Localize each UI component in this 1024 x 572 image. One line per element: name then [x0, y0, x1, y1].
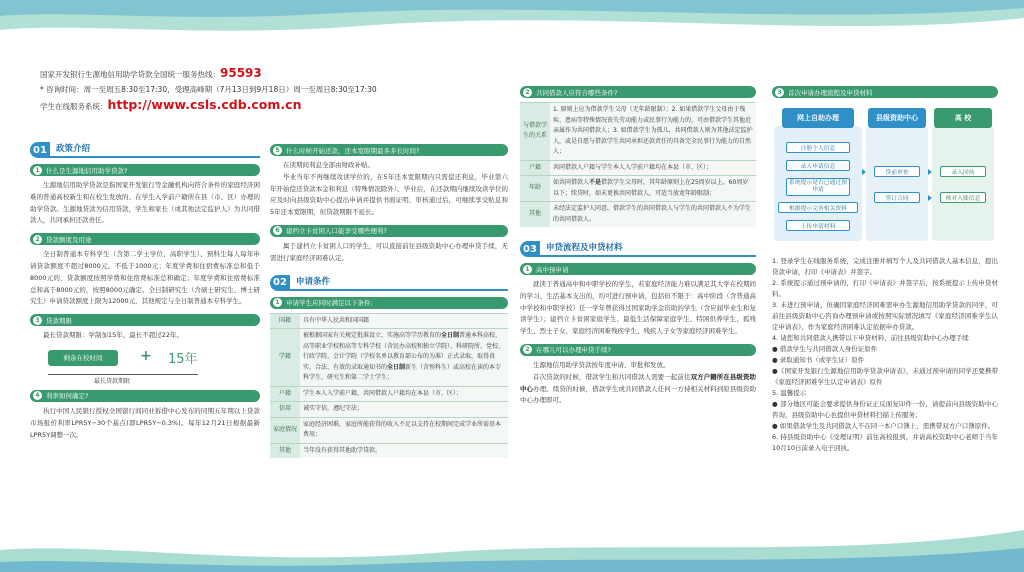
question-loan-amount: 2 贷款额度及用途 — [30, 233, 260, 245]
answer-repayment-1: 在读期间利息全部由财政补贴。 — [283, 161, 374, 169]
application-steps — [772, 256, 998, 454]
county-column-header: 县级资助中心 — [868, 108, 926, 128]
website-url[interactable]: http://www.csls.cdb.com.cn — [107, 97, 302, 112]
hotline-label: 国家开发银行生源地信用助学贷款全国统一服务热线： — [40, 70, 220, 79]
step-enter-application: 录入申请信息 — [786, 160, 850, 171]
student-conditions-table — [270, 313, 508, 459]
section-number: 03 — [520, 241, 540, 257]
answer-repayment-2: 毕业当年不再继续攻读学位的，在5年还本宽限期内只需偿还利息，毕业第六年开始偿还贷款本金和利息（特殊情况除外）。毕业后，在还款期内继续攻读学位的应及时向县级资助中心提出申请并提供书面证明，审核通过后，可继续享受贴息和5年还本宽限期，但贷款期限不延长。 — [270, 172, 508, 217]
table-row: 其他 未经法定监护人同意，借款学生的共同借款人与学生的共同借款人不为学生的共同借款人。 — [520, 202, 756, 228]
school-column — [932, 126, 994, 241]
arrow-right-icon — [862, 169, 866, 175]
arrow-right-icon — [928, 195, 932, 201]
application-flowchart — [772, 104, 998, 254]
question-where-to-apply: 2 在哪儿可以办理申贷手续? — [520, 344, 756, 356]
step-complete-materials: 根据提示完善相关资料 — [778, 202, 858, 213]
answer-interest-rate: 执行中国人民银行授权全国银行间同业拆借中心发布的同期五年期以上贷款市场报价利率LPR5Y−30个基点(即LPR5Y−0.3%)。每年12月21日根据最新LPR5Y调整一次。 — [30, 406, 260, 439]
table-row: 年龄 如共同借款人不是借款学生父母时，其年龄原则上在25周岁以上、60周岁以下；续贷时，如未更换共同借款人，可适当放宽年龄限制； — [520, 176, 756, 202]
step-text: ● 部分地区可能会要求提供身份证正反面复印件一份，请提前向县级资助中心咨询，县级资助中心也提供申贷材料扫描上传服务； — [772, 400, 998, 419]
max-term-caption: 最长贷款期限 — [94, 377, 131, 385]
table-row: 国籍 具有中华人民共和国国籍 — [270, 313, 508, 329]
step-text: 4. 请您和共同借款人携带以下申贷材料，前往县级资助中心办理手续 — [772, 334, 969, 342]
section-process-header — [520, 241, 756, 257]
table-row: 学籍 被根据国家有关规定批准设立、实施高等学历教育的全日制普通本科高校、高等职业学校和高等专科学校（含民办高校和独立学院）、科研院所、党校、行政学院、会计学院（学校名单以教育部公布的为准）正式录取，取得真实、合法、有效的录取通知书的全日制新生（含预科生）或高校在读的本专科学生、研究生和第二学士学生； — [270, 329, 508, 387]
table-row: 户籍 学生本人入学前户籍，共同借款人户籍均在本县（市、区）； — [270, 386, 508, 402]
loan-term-diagram — [40, 347, 240, 385]
remaining-school-time-pill: 剩余在校时间 — [48, 350, 118, 366]
co-borrower-table — [520, 102, 756, 227]
section-title: 政策介绍 — [50, 142, 260, 158]
step-verify-account: 核对入账信息 — [940, 192, 986, 203]
step-text: ●《国家开发银行生源地信用助学贷款申请表》，未通过预申请的同学还要携带《家庭经济困难学生认定申请表》原件 — [772, 367, 998, 386]
county-column — [866, 126, 928, 241]
step-sign-contract: 签订合同 — [874, 192, 920, 203]
step-text: 1. 登录学生在线服务系统，完成注册并填写个人及共同借款人基本信息，提出贷款申请，打印《申请表》并签字。 — [772, 257, 998, 276]
top-wave-decoration — [0, 0, 1024, 70]
step-text: ● 如果借款学生及共同借款人不在同一本户口簿上，需携带双方户口簿原件。 — [772, 422, 995, 430]
step-pre-loan-review: 贷前审查 — [874, 166, 920, 177]
term-line — [48, 374, 198, 375]
table-row: 家庭情况 家庭经济困难，家庭所能获得的收入不足以支持在校期间完成学业所需基本费用； — [270, 417, 508, 443]
question-first-application: 3 首次申请办理流程及申贷材料 — [772, 86, 998, 98]
table-row: 户籍 共同借款人户籍与学生本人入学前户籍均在本县（市、区）； — [520, 160, 756, 176]
service-hours: * 咨询时间：周一至周五8:30至17:30，受理高峰期（7月13日到9月18日）周一至周日8:30至17:30 — [40, 85, 377, 94]
answer-what-is-loan: 生源地信用助学贷款是指国家开发银行等金融机构向符合条件的家庭经济困难的普通高校新生和在校生发放的、在学生入学前户籍所在县（市、区）办理的助学贷款。生源地贷款为信用贷款，学生和家长（或其他法定监护人）为共同借款人，共同承担还款责任。 — [30, 181, 260, 225]
answer-loan-amount: 全日制普通本专科学生（含第二学士学位、高职学生）、预科生每人每年申请贷款额度不超过8000元，不低于1000元；年度学费和住宿费标准总和低于8000元的，贷款额度按照学费和住宿费标准总和确定；年度学费和住宿费标准总和高于8000元的，按照8000元确定。全日制研究生（含硕士研究生、博士研究生）申请贷款额度上限为12000元，其他规定与全日制普通本专科学生。 — [30, 250, 260, 306]
question-high-school-pre-apply: 1 高中预申请 — [520, 263, 756, 275]
step-text: ● 录取通知书（或学生证）原件 — [772, 356, 865, 364]
website-label: 学生在线服务系统： — [40, 102, 108, 111]
answer-poverty-benefits: 属于建档立卡贫困人口的学生，可以直接前往县级资助中心办理申贷手续，无需进行家庭经济困难认定。 — [270, 241, 508, 262]
question-poverty-benefits: 6 建档立卡贫困人口能享受哪些便利? — [270, 225, 508, 237]
question-student-conditions: 1 申请学生应同时满足以下条件: — [270, 297, 508, 309]
question-loan-term: 3 贷款期限 — [30, 314, 260, 326]
panel-policy — [30, 136, 260, 556]
question-co-borrower: 2 共同借款人应符合哪些条件? — [520, 86, 756, 98]
section-title: 申贷流程及申贷材料 — [540, 241, 756, 257]
question-repayment-start: 5 什么时候开始还款，还本宽限期最多多长时间? — [270, 144, 508, 156]
table-row: 信用 诚实守信，遵纪守法； — [270, 402, 508, 418]
table-row: 与借款学生的关系 1. 原则上应为借款学生父母（无年龄限制）；2. 如果借款学生父母由于残疾、患病等特殊情况丧失劳动能力或民事行为能力的，可由借款学生其他近亲属作为共同借款人；3. 如借款学生为孤儿，共同借款人则为其他法定监护人，或是自愿与借款学生共同承担还款责任的具备完全民事行为能力的自然人； — [520, 103, 756, 161]
section-number: 01 — [30, 142, 50, 158]
step-text: 2. 系统提示通过预申请的，打印《申请表》并签字后，按系统提示上传申贷材料。 — [772, 279, 998, 298]
question-what-is-loan: 1 什么是生源地信用助学贷款? — [30, 164, 260, 176]
step-text: 6. 持县级资助中心《受理证明》前往高校报到，并请高校资助中心老师于当年10月10日前录入电子回执。 — [772, 433, 998, 452]
online-column-header: 网上自助办理 — [782, 108, 854, 128]
panel-repayment-conditions — [270, 138, 508, 558]
panel-first-application — [772, 80, 998, 560]
panel-co-borrower-process — [520, 80, 756, 560]
plus-sign: + — [140, 347, 152, 364]
step-text: ● 借款学生与共同借款人身份证原件 — [772, 345, 878, 353]
step-enter-receipt: 录入回执 — [940, 166, 986, 177]
service-info-header — [40, 66, 480, 114]
step-check-pre-apply: 系统提示是否已通过预申请 — [786, 178, 850, 196]
step-register: 注册个人信息 — [786, 142, 850, 153]
section-title: 申请条件 — [290, 275, 508, 291]
school-column-header: 高 校 — [934, 108, 992, 128]
hotline-number: 95593 — [220, 66, 262, 80]
section-conditions-header — [270, 275, 508, 291]
answer-pre-apply: 就读于普通高中和中职学校的学生，若家庭经济能力难以满足其大学在校期间的学习、生活基本支出的，均可进行预申请，包括但不限于：高中阶段（含普通高中学校和中职学校）任一学年曾获得过国家助学金资助的学生（含应届毕业生和复读学生）；建档立卡贫困家庭学生、最低生活保障家庭学生、特困供养学生、孤残学生、烈士子女、家庭经济困难残疾学生、残疾人子女等家庭经济困难学生。 — [520, 280, 756, 336]
step-upload-materials: 上传申请材料 — [786, 220, 850, 231]
answer-where-1: 生源地信用助学贷款按年度申请、审批和发放。 — [533, 360, 670, 369]
answer-loan-term: 最长贷款期限：学制加15年、最长不超过22年。 — [43, 331, 184, 340]
step-text: 3. 未进行预申请，但确因家庭经济困难需申办生源地信用助学贷款的同学，可前往县级资助中心咨询办理预申请或按照实际情况填写《家庭经济困难学生认定申请表》，作为家庭经济困难认定依据申办贷款。 — [772, 301, 998, 331]
step-text: 5. 温馨提示 — [772, 389, 807, 397]
table-row: 其他 当年没有获得其他助学贷款。 — [270, 443, 508, 458]
section-number: 02 — [270, 275, 290, 291]
section-policy-header — [30, 142, 260, 158]
fifteen-years: 15年 — [168, 351, 198, 367]
question-interest-rate: 4 利率如何确定? — [30, 390, 260, 402]
arrow-right-icon — [928, 169, 932, 175]
answer-where-2: 首次贷款的时候，借款学生和共同借款人需要一起前往双方户籍所在县级资助中心办理。续贷的时候，借款学生或共同借款人任何一方持相关材料到原县级资助中心办理即可。 — [520, 372, 757, 405]
